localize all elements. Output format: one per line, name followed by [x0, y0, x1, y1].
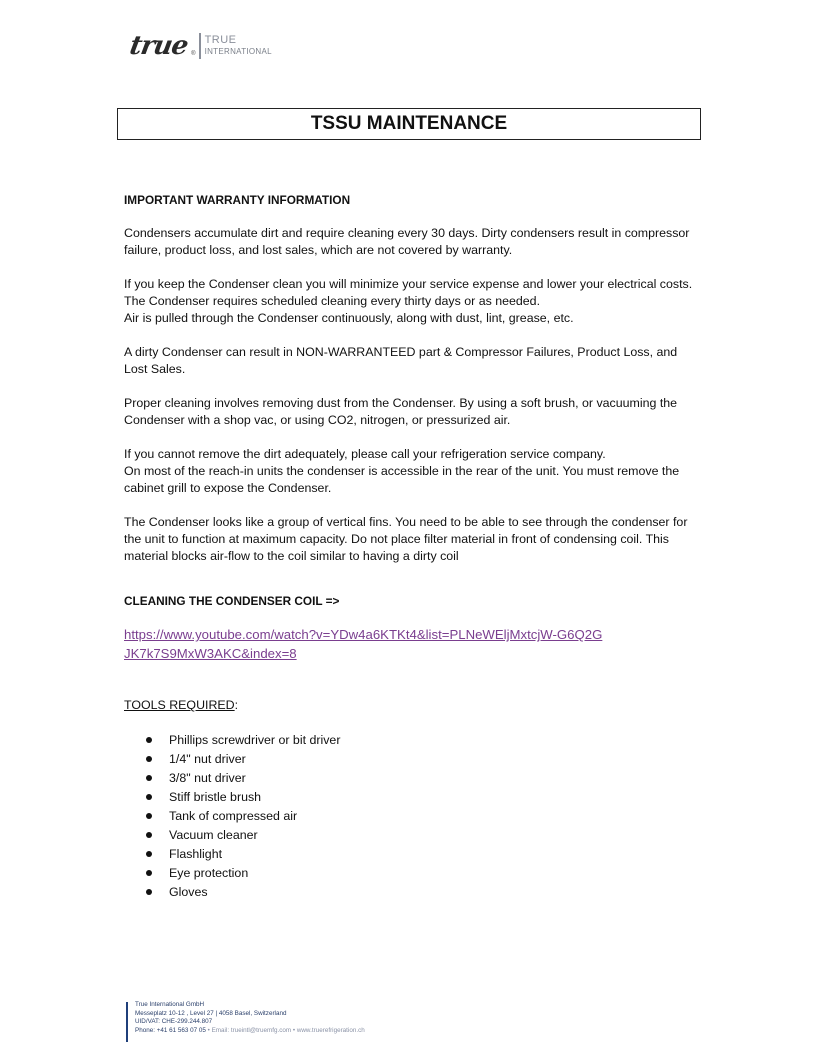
warranty-paragraph-6: The Condenser looks like a group of vertical fins. You need to be able to see through the condenser for the unit to function at maximum capacity. Do not place filter material in front of condensing coil. This material blocks air-flow to the coil similar to having a dirty coil: [124, 515, 688, 563]
list-item: 1/4" nut driver: [146, 750, 704, 769]
warranty-heading: IMPORTANT WARRANTY INFORMATION: [124, 193, 351, 207]
list-item: Tank of compressed air: [146, 807, 704, 826]
logo-text: [205, 34, 272, 57]
list-item: Gloves: [146, 883, 704, 902]
footer-company: True International GmbH: [135, 1001, 205, 1008]
list-item: Eye protection: [146, 864, 704, 883]
logo-registered-mark: ®: [191, 51, 196, 57]
page-title: TSSU MAINTENANCE: [310, 113, 508, 134]
tools-heading-text: TOOLS REQUIRED: [124, 698, 235, 712]
company-logo: [127, 31, 272, 63]
warranty-paragraph-5b: On most of the reach-in units the condenser is accessible in the rear of the unit. You must remove the cabinet grill to expose the Condenser.: [124, 464, 680, 495]
footer-vat: UID/VAT: CHE-299.244.807: [135, 1018, 213, 1026]
cleaning-heading: CLEANING THE CONDENSER COIL =>: [124, 594, 340, 608]
document-body: [124, 192, 704, 902]
footer-address-block: [135, 1001, 365, 1042]
logo-wordmark: true: [127, 31, 190, 61]
warranty-paragraph-2a: If you keep the Condenser clean you will minimize your service expense and lower your electrical costs. The Condenser requires scheduled cleaning every thirty days or as needed.: [124, 277, 693, 308]
footer-phone: Phone: +41 61 563 07 05: [135, 1026, 206, 1034]
logo-line-international: INTERNATIONAL: [204, 47, 272, 56]
logo-line-true: TRUE: [204, 34, 237, 46]
cleaning-video-link[interactable]: https://www.youtube.com/watch?v=YDw4a6KTKt4&list=PLNeWEljMxtcjW-G6Q2GJK7k7S9MxW3AKC&index=8: [124, 627, 603, 661]
list-item: Stiff bristle brush: [146, 788, 704, 807]
tools-heading-colon: :: [234, 698, 239, 712]
list-item: 3/8" nut driver: [146, 769, 704, 788]
list-item: Flashlight: [146, 845, 704, 864]
tools-list: [146, 731, 704, 902]
list-item: Phillips screwdriver or bit driver: [146, 731, 704, 750]
footer-contact-line: [135, 1027, 365, 1036]
warranty-paragraph-3: A dirty Condenser can result in NON-WARRANTEED part & Compressor Failures, Product Loss, and Lost Sales.: [124, 345, 678, 376]
logo-divider: [199, 33, 201, 59]
title-box: [117, 108, 701, 140]
footer-contact: • Email: trueintl@truemfg.com • www.truerefrigeration.ch: [205, 1026, 365, 1034]
page-footer: [126, 1001, 365, 1042]
warranty-paragraph-2b: Air is pulled through the Condenser continuously, along with dust, lint, grease, etc.: [124, 311, 574, 325]
footer-address: Messeplatz 10-12 , Level 27 | 4058 Basel, Switzerland: [135, 1009, 287, 1017]
tools-heading: [124, 697, 704, 714]
footer-divider: [126, 1002, 128, 1042]
list-item: Vacuum cleaner: [146, 826, 704, 845]
warranty-paragraph-5a: If you cannot remove the dirt adequately, please call your refrigeration service company.: [124, 447, 606, 461]
warranty-paragraph-1: Condensers accumulate dirt and require cleaning every 30 days. Dirty condensers result in compressor failure, product loss, and lost sales, which are not covered by warranty.: [124, 226, 690, 257]
warranty-paragraph-4: Proper cleaning involves removing dust from the Condenser. By using a soft brush, or vacuuming the Condenser with a shop vac, or using CO2, nitrogen, or pressurized air.: [124, 396, 678, 427]
